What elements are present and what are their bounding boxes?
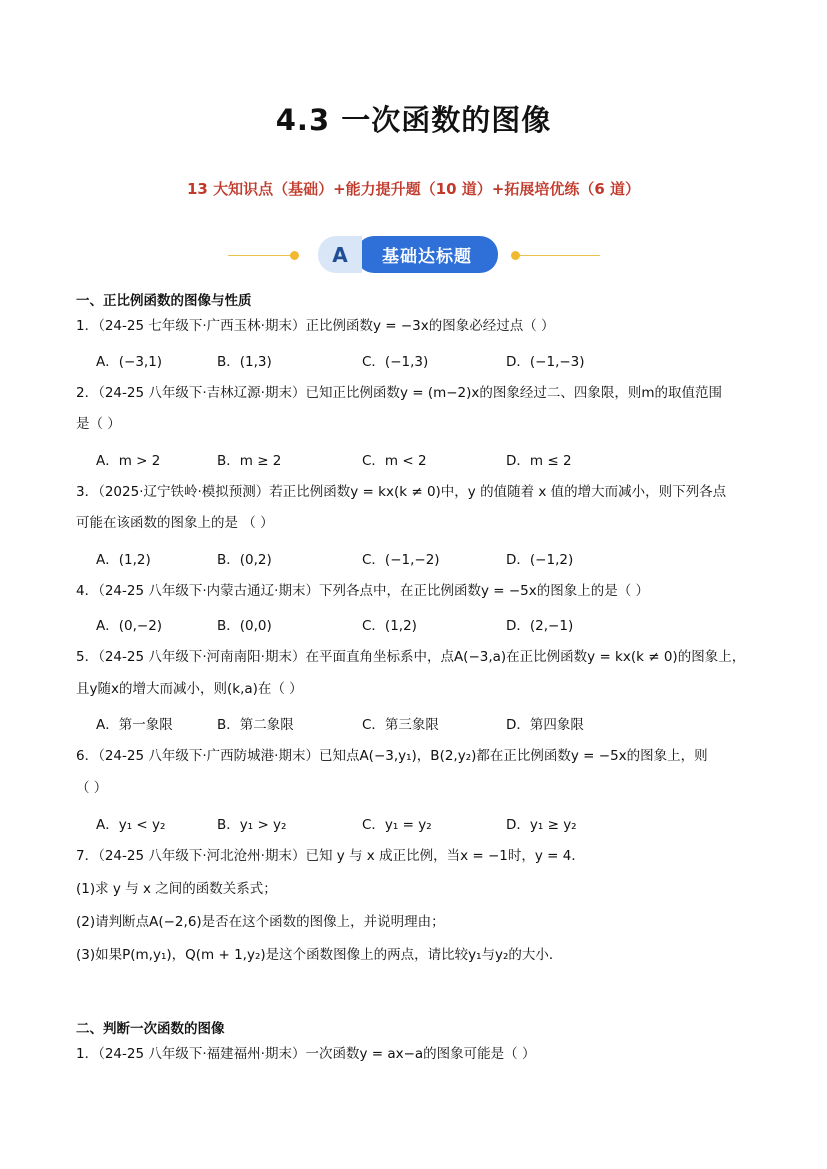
option-a: A．(0,−2): [96, 618, 163, 634]
question-text-continued: 且y随x的增大而减小，则(k,a)在（ ）: [76, 681, 303, 697]
option-c: C．m < 2: [362, 453, 427, 469]
option-d: D．m ≤ 2: [506, 453, 572, 469]
question-text-continued: （ ）: [76, 780, 108, 796]
option-b: B．y₁ > y₂: [217, 817, 287, 833]
question-part: (3)如果P(m,y₁)，Q(m + 1,y₂)是这个函数图像上的两点，请比较y₁与y₂的大小．: [76, 947, 563, 963]
page-title: 4.3 一次函数的图像: [275, 103, 552, 137]
question-options: [96, 813, 756, 833]
section-banner: [228, 233, 600, 277]
banner-line-right: [520, 255, 600, 256]
banner-pill: [318, 236, 498, 273]
banner-dot-left: [290, 251, 299, 260]
banner-label: 基础达标题: [356, 236, 498, 273]
option-d: D．第四象限: [506, 717, 584, 733]
question-text: 3．（2025·辽宁铁岭·模拟预测）若正比例函数y = kx(k ≠ 0)中，y 的值随着 x 值的增大而减小，则下列各点: [76, 484, 727, 500]
question-text: 5．（24-25 八年级下·河南南阳·期末）在平面直角坐标系中，点A(−3,a)在正比例函数y = kx(k ≠ 0)的图象上，: [76, 649, 746, 665]
option-d: D．(−1,−3): [506, 354, 585, 370]
question-text: 7．（24-25 八年级下·河北沧州·期末）已知 y 与 x 成正比例，当x = −1时，y = 4．: [76, 848, 585, 864]
option-a: A．第一象限: [96, 717, 173, 733]
question-part: (2)请判断点A(−2,6)是否在这个函数的图像上，并说明理由；: [76, 914, 445, 930]
option-b: B．(0,0): [217, 618, 272, 634]
option-a: A．(−3,1): [96, 354, 163, 370]
banner-dot-right: [511, 251, 520, 260]
option-b: B．(0,2): [217, 552, 272, 568]
page-subtitle: 13 大知识点（基础）+能力提升题（10 道）+拓展培优练（6 道）: [187, 180, 640, 198]
question-options: [96, 713, 756, 733]
option-c: C．第三象限: [362, 717, 439, 733]
question-part: (1)求 y 与 x 之间的函数关系式；: [76, 881, 277, 897]
section-heading: 二、判断一次函数的图像: [76, 1021, 225, 1037]
option-c: C．(−1,−2): [362, 552, 440, 568]
banner-line-left: [228, 255, 290, 256]
option-b: B．(1,3): [217, 354, 272, 370]
option-d: D．y₁ ≥ y₂: [506, 817, 577, 833]
option-c: C．(−1,3): [362, 354, 429, 370]
question-text: 1．（24-25 八年级下·福建福州·期末）一次函数y = ax−a的图象可能是（ ）: [76, 1046, 536, 1062]
option-d: D．(2,−1): [506, 618, 574, 634]
option-b: B．第二象限: [217, 717, 294, 733]
option-d: D．(−1,2): [506, 552, 574, 568]
section-heading: 一、正比例函数的图像与性质: [76, 293, 252, 309]
question-text: 2．（24-25 八年级下·吉林辽源·期末）已知正比例函数y = (m−2)x的图象经过二、四象限，则m的取值范围: [76, 385, 723, 401]
question-options: [96, 350, 756, 370]
question-text-continued: 是（ ）: [76, 416, 121, 432]
question-text: 1．（24-25 七年级下·广西玉林·期末）正比例函数y = −3x的图象必经过点（ ）: [76, 318, 555, 334]
option-a: A．(1,2): [96, 552, 151, 568]
question-text-continued: 可能在该函数的图象上的是 （ ）: [76, 515, 274, 531]
question-options: [96, 449, 756, 469]
option-b: B．m ≥ 2: [217, 453, 282, 469]
option-a: A．m > 2: [96, 453, 161, 469]
question-text: 4．（24-25 八年级下·内蒙古通辽·期末）下列各点中，在正比例函数y = −5x的图象上的是（ ）: [76, 583, 650, 599]
question-text: 6．（24-25 八年级下·广西防城港·期末）已知点A(−3,y₁)，B(2,y₂)都在正比例函数y = −5x的图象上，则: [76, 748, 708, 764]
question-options: [96, 548, 756, 568]
option-c: C．(1,2): [362, 618, 417, 634]
option-c: C．y₁ = y₂: [362, 817, 432, 833]
banner-letter: A: [318, 236, 362, 273]
question-options: [96, 614, 756, 634]
option-a: A．y₁ < y₂: [96, 817, 166, 833]
